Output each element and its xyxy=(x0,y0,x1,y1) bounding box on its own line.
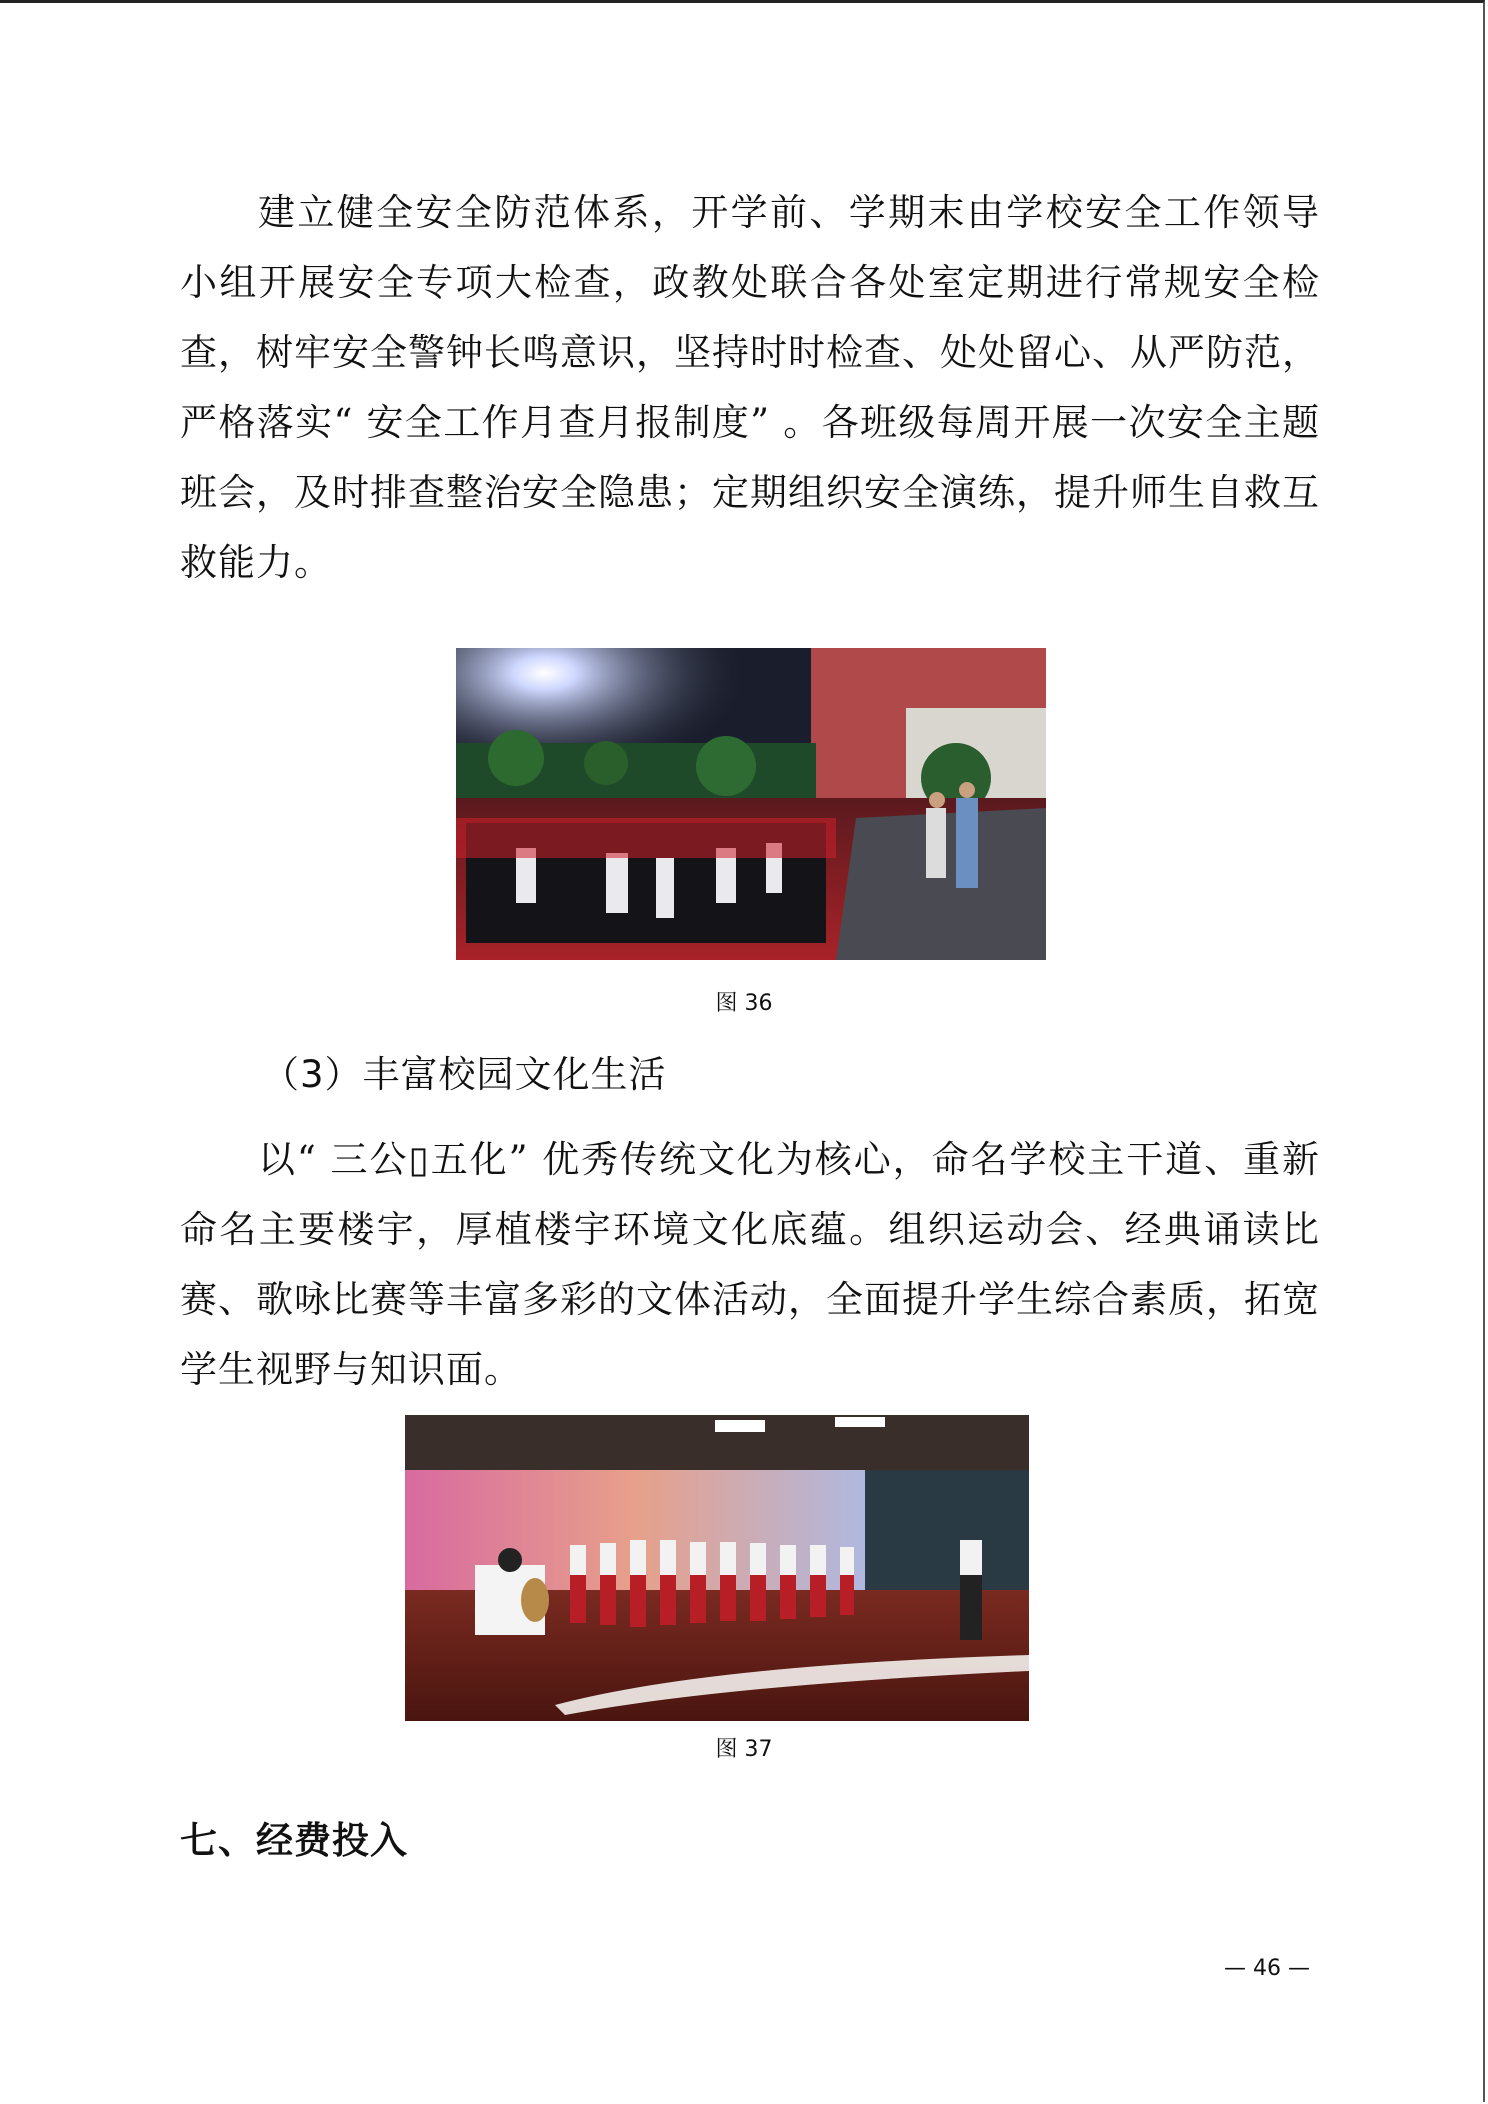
section-heading-funding: 七、经费投入 xyxy=(180,1819,408,1862)
page-number: — 46 — xyxy=(1224,1956,1310,1981)
culture-paragraph: 以“ 三公▯五化” 优秀传统文化为核心，命名学校主干道、重新命名主要楼宇，厚植楼宇环境文化底蕴。组织运动会、经典诵读比赛、歌咏比赛等丰富多彩的文体活动，全面提升学生综合素质，拓宽学生视野与知识面。 xyxy=(180,1138,1320,1391)
safety-paragraph: 建立健全安全防范体系，开学前、学期末由学校安全工作领导小组开展安全专项大检查，政教处联合各处室定期进行常规安全检查，树牢安全警钟长鸣意识，坚持时时检查、处处留心、从严防范，严格落实“ 安全工作月查月报制度” 。各班级每周开展一次安全主题班会，及时排查整治安全隐患；定期组织安全演练，提升师生自救互救能力。 xyxy=(180,191,1320,584)
choir-performance-photo xyxy=(405,1415,1029,1721)
figure-37-caption: 图 37 xyxy=(715,1737,773,1762)
figure-36-caption: 图 36 xyxy=(715,991,773,1016)
night-assembly-photo xyxy=(456,648,1046,960)
subsection-heading: （3）丰富校园文化生活 xyxy=(262,1053,667,1096)
